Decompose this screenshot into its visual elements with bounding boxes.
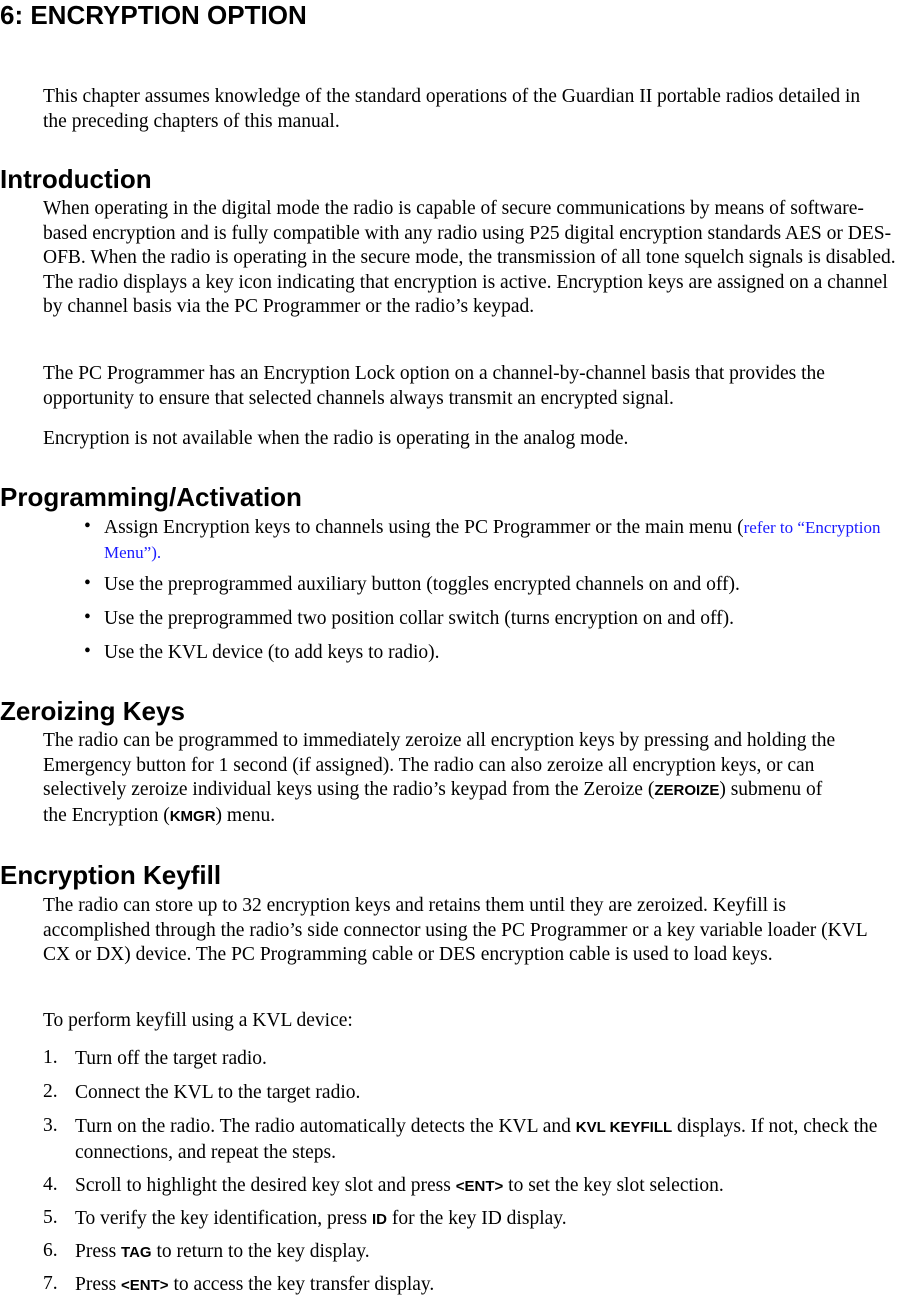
id-keyword: ID: [372, 1211, 388, 1228]
step-text-part: Scroll to highlight the desired key slot and press: [75, 1175, 456, 1196]
zeroizing-text: ) menu.: [215, 804, 276, 826]
step-text-part: for the key ID display.: [387, 1208, 567, 1229]
step-text-part: to set the key slot selection.: [503, 1175, 724, 1196]
bullet-item: [104, 516, 897, 565]
step-text-part: Press: [75, 1241, 122, 1262]
chapter-title: 6: ENCRYPTION OPTION: [0, 0, 307, 30]
step-text: Connect the KVL to the target radio.: [75, 1082, 361, 1103]
introduction-paragraph-1: When operating in the digital mode the radio is capable of secure communications by means of software-based encryption and is fully compatible with any radio using P25 digital encryption standards AES or DES-OFB. When the radio is operating in the secure mode, the transmission of all tone squelch signals is disabled. The radio displays a key icon indicating that encryption is active. Encryption keys are assigned on a channel by channel basis via the PC Programmer or the radio’s keypad.: [43, 198, 896, 317]
step-number: 4.: [43, 1174, 58, 1195]
step-number: 5.: [43, 1207, 58, 1228]
bullet-icon: •: [84, 641, 91, 662]
keyfill-paragraph-1: The radio can store up to 32 encryption keys and retains them until they are zeroized. Keyfill is accomplished through the radio’s side connector using the PC Programmer or a key variable loader (KVL CX or DX) device. The PC Programming cable or DES encryption cable is used to load keys.: [43, 895, 867, 965]
step-text: Turn off the target radio.: [75, 1048, 267, 1069]
keyfill-heading: Encryption Keyfill: [0, 860, 222, 890]
step-text: [75, 1273, 897, 1299]
step-text-part: displays. If not, check the connections, and repeat the steps.: [75, 1116, 878, 1163]
step-number: 6.: [43, 1240, 58, 1261]
zeroizing-paragraph: [43, 729, 843, 829]
step-text: [75, 1207, 897, 1233]
tag-keyword: TAG: [121, 1244, 152, 1261]
step-text-part: to access the key transfer display.: [168, 1274, 435, 1295]
step-text: [75, 1240, 897, 1266]
zeroizing-heading: Zeroizing Keys: [0, 696, 185, 726]
introduction-heading: Introduction: [0, 164, 152, 194]
step-number: 2.: [43, 1081, 58, 1102]
keyfill-paragraph-2: To perform keyfill using a KVL device:: [43, 1010, 353, 1031]
zeroizing-text: ) submenu of the Encryption (: [43, 779, 823, 826]
step-text: [75, 1115, 897, 1165]
zeroizing-text: The radio can be programmed to immediately zeroize all encryption keys by pressing and holding the Emergency button for 1 second (if assigned). The radio can also zeroize all encryption keys, or can selectively zeroize individual keys using the radio’s keypad from the Zeroize (: [43, 730, 836, 800]
bullet-icon: •: [84, 516, 91, 537]
kmgr-keyword: KMGR: [169, 807, 216, 825]
step-text-part: Turn on the radio. The radio automatically detects the KVL and: [75, 1116, 576, 1137]
kvl-keyfill-keyword: KVL KEYFILL: [575, 1119, 673, 1136]
bullet-icon: •: [84, 573, 91, 594]
bullet-item: Use the preprogrammed two position collar switch (turns encryption on and off).: [104, 608, 734, 629]
step-number: 7.: [43, 1273, 58, 1294]
bullet-item: Use the KVL device (to add keys to radio).: [104, 642, 440, 663]
introduction-paragraph-3: Encryption is not available when the radio is operating in the analog mode.: [43, 428, 629, 449]
step-text: [75, 1174, 897, 1200]
encryption-menu-link[interactable]: refer to “Encryption Menu”).: [104, 518, 881, 562]
programming-heading: Programming/Activation: [0, 482, 302, 512]
step-text-part: Press: [75, 1274, 122, 1295]
intro-paragraph: This chapter assumes knowledge of the standard operations of the Guardian II portable radios detailed in the preceding chapters of this manual.: [43, 86, 861, 132]
step-text-part: To verify the key identification, press: [75, 1208, 373, 1229]
zeroize-keyword: ZEROIZE: [654, 782, 720, 799]
ent-keyword: <ENT>: [121, 1277, 169, 1294]
step-number: 1.: [43, 1047, 58, 1068]
bullet-text: Assign Encryption keys to channels using the PC Programmer or the main menu (: [104, 517, 744, 538]
ent-keyword: <ENT>: [455, 1178, 504, 1195]
bullet-item: Use the preprogrammed auxiliary button (toggles encrypted channels on and off).: [104, 574, 740, 595]
bullet-icon: •: [84, 607, 91, 628]
step-number: 3.: [43, 1115, 58, 1136]
step-text-part: to return to the key display.: [151, 1241, 370, 1262]
introduction-paragraph-2: The PC Programmer has an Encryption Lock option on a channel-by-channel basis that provides the opportunity to ensure that selected channels always transmit an encrypted signal.: [43, 363, 825, 409]
